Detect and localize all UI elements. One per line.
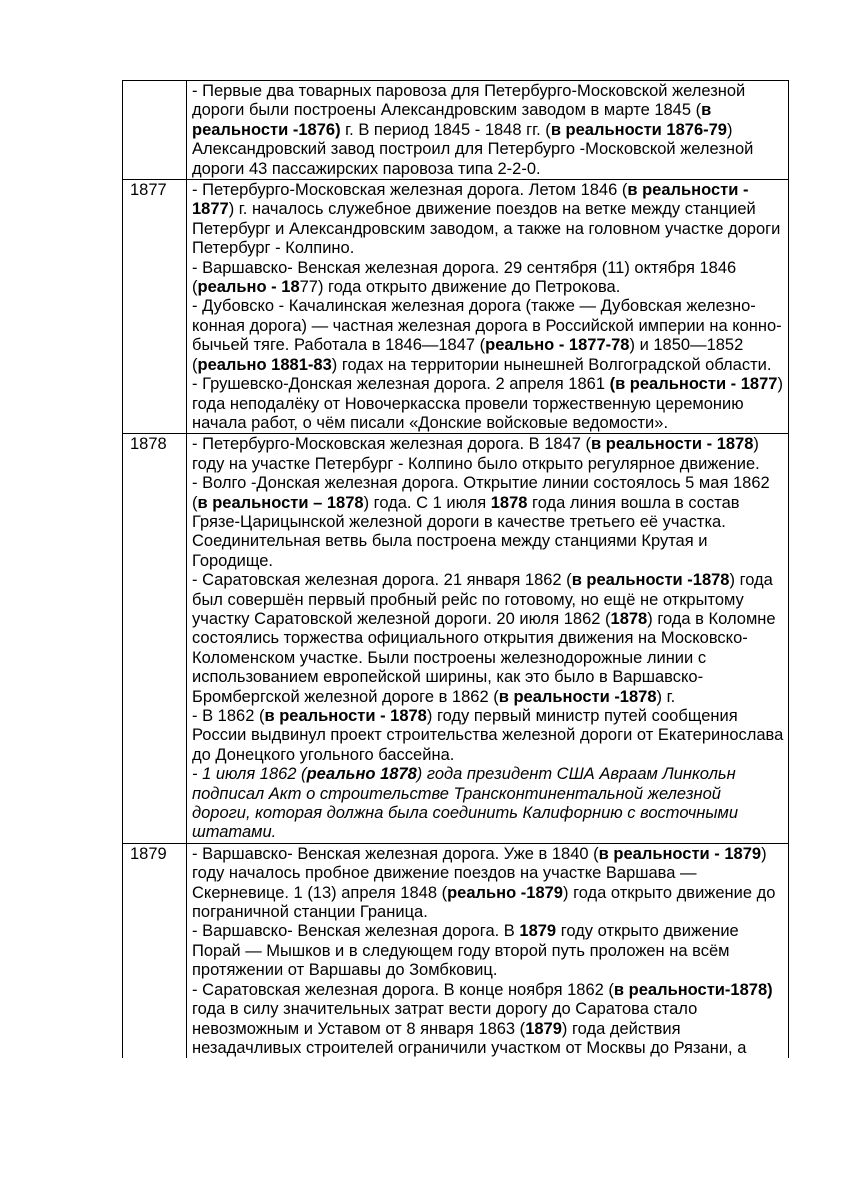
event-entry: - 1 июля 1862 (реально 1878) года президент США Авраам Линкольн подписал Акт о строительстве Трансконтинентальной железной дороги, которая должна была соединить Калифорнию с восточными штатами. — [192, 765, 739, 842]
year-cell: 1877 — [123, 180, 187, 434]
event-entry: - Грушевско-Донская железная дорога. 2 апреля 1861 (в реальности - 1877) года неподалёку от Новочеркасска провели торжественную церемонию начала работ, о чём писали «Донские войсковые ведомости». — [192, 375, 783, 432]
event-entry: - Варшавско- Венская железная дорога. В 1879 году открыто движение Порай — Мышков и в следующем году второй путь проложен на всём протяжении от Варшавы до Зомбковиц. — [192, 922, 739, 980]
year-cell — [123, 81, 187, 180]
event-entry: - Первые два товарных паровоза для Петербурго-Московской железной дороги были построены Александровским заводом в марте 1845 (в реальности -1876) г. В период 1845 - 1848 гг. (в реальности 1876-79) Александровский завод построил для Петербурго -Московской железной дороги 43 пассажирских паровоза типа 2-2-0. — [192, 82, 754, 178]
events-cell — [187, 180, 789, 434]
event-entry: - Саратовская железная дорога. В конце ноября 1862 (в реальности-1878) года в силу значительных затрат вести дорогу до Саратова стало невозможным и Уставом от 8 января 1863 (1879) года действия незадачливых строителей ограничили участком от Москвы до Рязани, а — [192, 980, 773, 1057]
event-entry: - Волго -Донская железная дорога. Открытие линии состоялось 5 мая 1862 (в реальности – 1878) года. С 1 июля 1878 года линия вошла в состав Грязе-Царицынской железной дороги в качестве третьего её участка. Соединительная ветвь была построена между станциями Крутая и Городище. — [192, 474, 770, 570]
events-cell — [187, 81, 789, 180]
event-entry: - Саратовская железная дорога. 21 января 1862 (в реальности -1878) года был совершён первый пробный рейс по готовому, но ещё не открытому участку Саратовской железной дороги. 20 июля 1862 (1878) года в Коломне состоялись торжества официального открытия движения на Московско-Коломенском участке. Были построены железнодорожные линии с использованием европейской ширины, как это было в Варшавско-Бромбергской железной дороге в 1862 (в реальности -1878) г. — [192, 571, 776, 706]
table-row — [123, 81, 789, 180]
events-cell — [187, 843, 789, 1058]
event-entry: - Петербурго-Московская железная дорога. В 1847 (в реальности - 1878) году на участке Петербург - Колпино было открыто регулярное движение. — [192, 435, 760, 473]
events-cell — [187, 434, 789, 844]
year-cell: 1879 — [123, 843, 187, 1058]
table-row — [123, 843, 789, 1058]
event-entry: - Варшавско- Венская железная дорога. Уже в 1840 (в реальности - 1879) году началось пробное движение поездов на участке Варшава — Скерневице. 1 (13) апреля 1848 (реально -1879) года открыто движение до пограничной станции Граница. — [192, 844, 776, 922]
table-row — [123, 434, 789, 844]
chronology-table — [122, 80, 789, 1058]
event-entry: - Дубовско - Качалинская железная дорога (также — Дубовская железно-конная дорога) — частная железная дорога в Российской империи на конно-бычьей тяге. Работала в 1846—1847 (реально - 1877-78) и 1850—1852 (реально 1881-83) годах на территории нынешней Волгоградской области. — [192, 297, 782, 374]
table-row — [123, 180, 789, 434]
event-entry: - В 1862 (в реальности - 1878) году первый министр путей сообщения России выдвинул проект строительства железной дороги от Екатеринослава до Донецкого угольного бассейна. — [192, 707, 784, 764]
year-cell: 1878 — [123, 434, 187, 844]
event-entry: - Варшавско- Венская железная дорога. 29 сентября (11) октября 1846 (реально - 1877) года открыто движение до Петрокова. — [192, 258, 737, 297]
event-entry: - Петербурго-Московская железная дорога. Летом 1846 (в реальности - 1877) г. началось служебное движение поездов на ветке между станцией Петербург и Александровским заводом, а также на головном участке дороги Петербург - Колпино. — [192, 181, 781, 258]
